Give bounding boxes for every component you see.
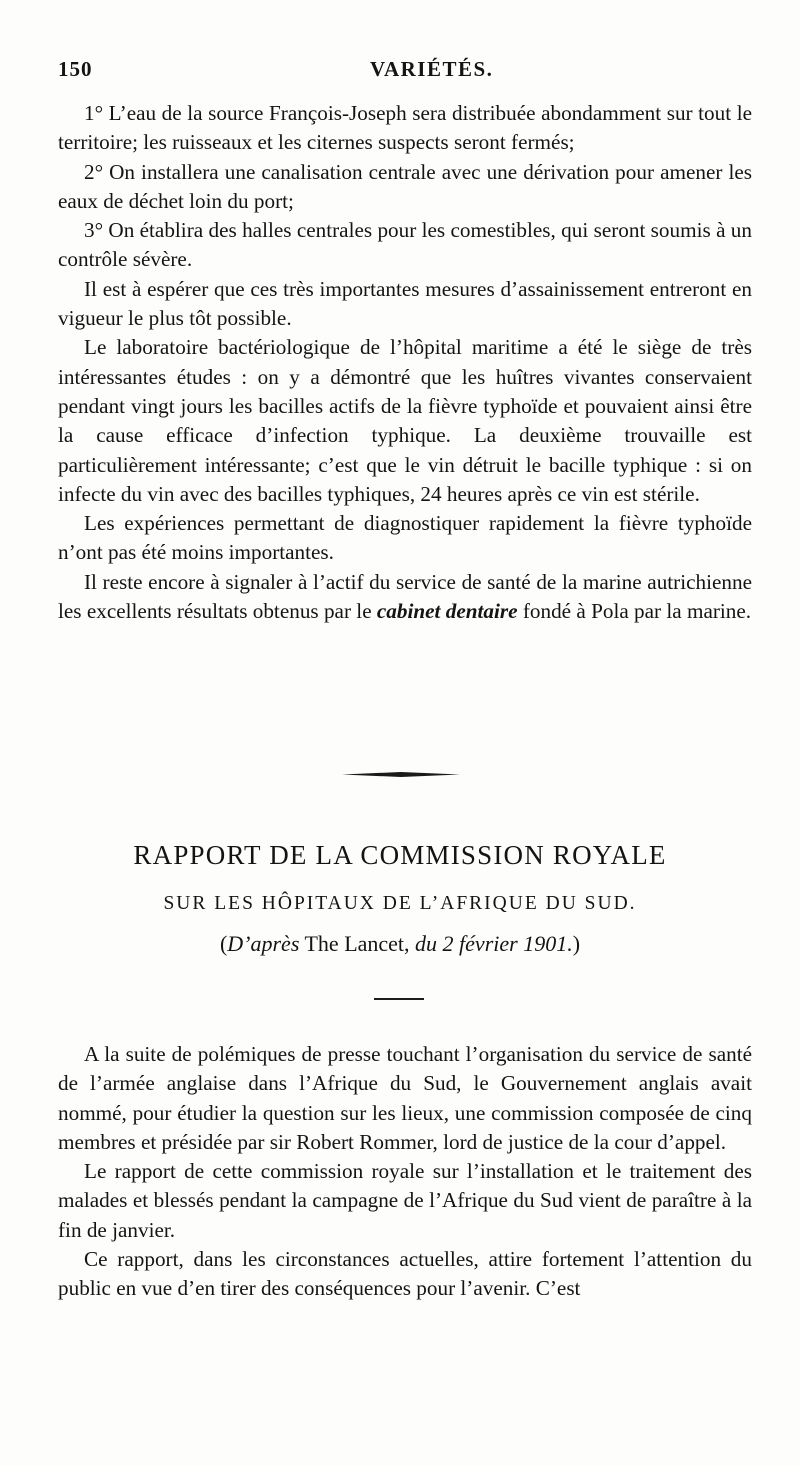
paragraph: Il est à espérer que ces très importantes mesures d’assainissement entreront en vigueur le plus tôt possible. [58, 276, 752, 331]
source-prefix: D’après [227, 931, 300, 956]
emphasized-term: cabinet dentaire [376, 599, 518, 624]
paragraph-text: Il reste encore à signaler à l’actif du service de santé de la marine autrichienne les excellents résultats obtenus par le [58, 569, 752, 624]
paragraph: 1° L’eau de la source François-Joseph sera distribuée abondamment sur tout le territoire; les ruisseaux et les citernes suspects seront fermés; [58, 101, 752, 155]
paren-close: ) [572, 931, 581, 956]
short-rule [374, 998, 424, 1000]
section-title: RAPPORT DE LA COMMISSION ROYALE [133, 840, 667, 870]
running-title: VARIÉTÉS. [370, 57, 494, 81]
page-number: 150 [58, 57, 93, 81]
paragraph: 2° On installera une canalisation centrale avec une dérivation pour amener les eaux de déchet loin du port; [58, 159, 752, 213]
paragraph-text: fondé à Pola par la marine. [517, 599, 752, 624]
paragraph: 3° On établira des halles centrales pour les comestibles, qui seront soumis à un contrôle sévère. [58, 218, 752, 272]
paragraph [58, 568, 752, 627]
source-date: du 2 février 1901. [415, 931, 573, 956]
section-2-body [58, 1040, 752, 1304]
ornamental-rule [342, 772, 460, 777]
paragraph: Le laboratoire bactériologique de l’hôpital maritime a été le siège de très intéressantes études : on y a démontré que les huîtres vivantes conservaient pendant vingt jours les bacilles actifs de la fièvre typhoïde et pouvaient ainsi être la cause efficace d’infection typhique. La deuxième trouvaille est particulièrement intéressante; c’est que le vin détruit le bacille typhique : si on infecte du vin avec des bacilles typhiques, 24 heures après ce vin est stérile. [58, 335, 752, 506]
source-journal: The Lancet, [299, 931, 416, 956]
paragraph: Le rapport de cette commission royale sur l’installation et le traitement des malades et blessés pendant la campagne de l’Afrique du Sud vient de paraître à la fin de janvier. [58, 1159, 752, 1242]
page-header [58, 57, 752, 89]
paragraph: A la suite de polémiques de presse touchant l’organisation du service de santé de l’armée anglaise dans l’Afrique du Sud, le Gouvernement anglais avait nommé, pour étudier la question sur les lieux, une commission composée de cinq membres et présidée par sir Robert Rommer, lord de justice de la cour d’appel. [58, 1042, 752, 1154]
section-subtitle: SUR LES HÔPITAUX DE L’AFRIQUE DU SUD. [163, 893, 637, 914]
section-1-body [58, 99, 752, 626]
paragraph: Ce rapport, dans les circonstances actuelles, attire fortement l’attention du public en vue d’en tirer des conséquences pour l’avenir. C’est [58, 1247, 752, 1301]
paragraph: Les expériences permettant de diagnostiquer rapidement la fièvre typhoïde n’ont pas été moins importantes. [58, 511, 752, 565]
source-citation [0, 931, 800, 957]
paren-open: ( [219, 931, 228, 956]
